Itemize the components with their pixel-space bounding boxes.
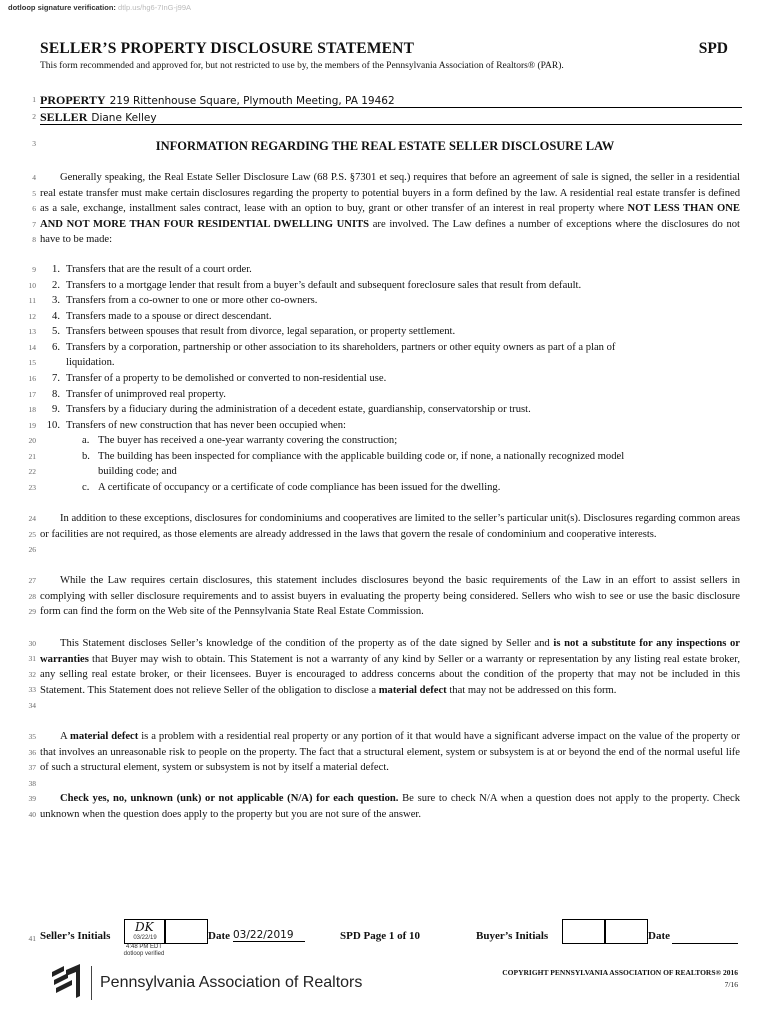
line-number: 27 <box>28 576 36 585</box>
line-number: 41 <box>28 934 36 943</box>
paragraph-knowledge <box>40 636 740 698</box>
sub-item-text: building code; and <box>98 466 177 477</box>
item-number: 7. <box>52 373 60 384</box>
item-text: Transfers by a fiduciary during the administration of a decedent estate, guardianship, conservatorship or trust. <box>66 404 531 415</box>
sub-item <box>82 449 624 465</box>
line-number: 19 <box>28 421 36 430</box>
item-number: 9. <box>52 404 60 415</box>
p4-text-e: that may not be addressed on this form. <box>446 684 617 696</box>
item-text: Transfers by a corporation, partnership or other association to its shareholders, partners or other equity owners as part of a plan of <box>66 342 616 353</box>
seller-initials-box-2[interactable] <box>164 919 208 944</box>
exception-item <box>38 387 226 403</box>
seller-label: SELLER <box>40 110 88 124</box>
paragraph-condominiums: In addition to these exceptions, disclosures for condominiums and cooperatives are limited to the seller’s particular unit(s). Disclosures regarding common areas or facilities are not required, as those elements are already addressed in the laws that govern the resale of condominium and cooperative interests. <box>40 513 740 540</box>
p5-text-a: A <box>60 731 71 742</box>
sub-item-letter: b. <box>82 451 90 462</box>
item-text: Transfers of new construction that has never been occupied when: <box>66 420 346 431</box>
line-number: 17 <box>28 390 36 399</box>
item-number: 2. <box>52 280 60 291</box>
line-number: 37 <box>28 763 36 772</box>
item-text: Transfers made to a spouse or direct descendant. <box>66 311 272 322</box>
line-number: 25 <box>28 530 36 539</box>
paragraph-material-defect <box>40 729 740 776</box>
signature-verification <box>8 3 191 12</box>
paragraph-additional-disclosures: While the Law requires certain disclosures, this statement includes disclosures beyond the basic requirements of the Law in an effort to assist sellers in complying with seller disclosure requirements and to assist buyers in evaluating the property being considered. Sellers who wish to see or use the basic disclosure form can find the form on the Web site of the Pennsylvania State Real Estate Commission. <box>40 575 740 618</box>
line-number: 4 <box>32 173 36 182</box>
p1-text-bold: NOT LESS THAN ONE AND NOT MORE THAN FOUR RESIDENTIAL DWELLING UNITS <box>40 203 740 230</box>
initials-time: 4:48 PM EDT <box>125 944 162 950</box>
sub-item-letter: a. <box>82 435 90 446</box>
exception-item <box>38 262 252 278</box>
p4-text-a: This Statement discloses Seller’s knowledge of the condition of the property as of the date signed by Seller and <box>60 638 554 649</box>
line-number: 7 <box>32 220 36 229</box>
initials-verified: dotloop verified <box>123 951 165 957</box>
line-number: 3 <box>32 139 36 148</box>
sub-item-text: The building has been inspected for compliance with the applicable building code or, if none, a nationally recognized model <box>98 451 625 462</box>
item-number: 1. <box>52 264 60 275</box>
initials-signature: DK <box>135 920 154 934</box>
verification-label: dotloop signature verification: <box>8 3 116 12</box>
line-number: 35 <box>28 732 36 741</box>
line-number: 14 <box>28 343 36 352</box>
form-title: SELLER’S PROPERTY DISCLOSURE STATEMENT <box>40 40 415 57</box>
item-text: Transfers from a co-owner to one or more other co-owners. <box>66 295 318 306</box>
property-label: PROPERTY <box>40 93 106 107</box>
line-number: 23 <box>28 483 36 492</box>
property-field[interactable] <box>40 91 742 108</box>
sub-item-text: A certificate of occupancy or a certificate of code compliance has been issued for the dwelling. <box>98 482 501 493</box>
form-version: 7/16 <box>724 980 738 989</box>
line-number: 1 <box>32 95 36 104</box>
exception-item <box>38 340 615 356</box>
seller-date-field[interactable]: 03/22/2019 <box>233 929 305 942</box>
item-text: Transfers that are the result of a court order. <box>66 264 252 275</box>
item-number: 3. <box>52 295 60 306</box>
p5-text-bold: material defect <box>70 731 139 742</box>
item-number: 4. <box>52 311 60 322</box>
line-number: 16 <box>28 374 36 383</box>
line-number: 20 <box>28 436 36 445</box>
buyer-date-field[interactable] <box>672 929 738 944</box>
date-label: Date <box>208 930 230 942</box>
exception-item <box>38 355 115 371</box>
item-text: Transfer of unimproved real property. <box>66 389 226 400</box>
buyer-initials-box-1[interactable] <box>562 919 606 944</box>
brand-name: Pennsylvania Association of Realtors <box>100 974 363 991</box>
line-number: 12 <box>28 312 36 321</box>
initials-date: 03/22/19 <box>133 935 157 941</box>
line-number: 31 <box>28 654 36 663</box>
line-number: 36 <box>28 748 36 757</box>
p4-text-bold: is not a substitute for any inspections or warranties <box>40 638 741 665</box>
sub-item-letter: c. <box>82 482 90 493</box>
sub-item <box>82 480 500 496</box>
exception-item <box>38 418 346 434</box>
p1-text-a: Generally speaking, the Real Estate Seller Disclosure Law (68 P.S. §7301 et seq.) requires that before an agreement of sale is signed, the seller in a residential real estate transfer must make certain disclosures regarding the property to potential buyers in a form defined by the law. A residential real estate transfer is defined as a sale, exchange, installment sales contract, lease with an option to buy, grant or other transfer of an interest in real property where <box>40 172 740 215</box>
line-number: 11 <box>28 296 36 305</box>
item-text: liquidation. <box>66 357 115 368</box>
seller-initials-box-1[interactable] <box>124 919 166 944</box>
line-number: 10 <box>28 281 36 290</box>
seller-initials-label: Seller’s Initials <box>40 930 111 942</box>
section-heading: INFORMATION REGARDING THE REAL ESTATE SELLER DISCLOSURE LAW <box>155 139 615 153</box>
line-number: 6 <box>32 204 36 213</box>
line-number: 5 <box>32 189 36 198</box>
line-number: 40 <box>28 810 36 819</box>
form-code: SPD <box>698 40 728 57</box>
item-number: 10. <box>46 420 60 431</box>
exception-item <box>38 402 531 418</box>
sub-item <box>82 464 177 480</box>
item-number: 8. <box>52 389 60 400</box>
buyer-date-label: Date <box>648 930 670 942</box>
item-text: Transfers between spouses that result from divorce, legal separation, or property settlement. <box>66 326 456 337</box>
line-number: 30 <box>28 639 36 648</box>
verification-code[interactable]: dtlp.us/hg6-7InG-j99A <box>118 3 191 12</box>
paragraph-instructions <box>40 791 740 822</box>
p4-text-c: that Buyer may wish to obtain. This Statement is not a warranty of any kind by Seller or a warranty or representation by any listing real estate broker, any selling real estate broker, or their licensees. Buyer is encouraged to address concerns about the condition of the property that may not be included in this Statement. This Statement does not relieve Seller of the obligation to disclose a <box>40 653 740 696</box>
page-number: SPD Page 1 of 10 <box>340 930 421 942</box>
line-number: 38 <box>28 779 36 788</box>
item-text: Transfer of a property to be demolished or converted to non-residential use. <box>66 373 387 384</box>
exception-item <box>38 278 581 294</box>
sub-item <box>82 433 397 449</box>
exception-item <box>38 293 317 309</box>
line-number: 9 <box>32 265 36 274</box>
exception-item <box>38 371 386 387</box>
p6-text-b: Be sure to check N/A when a question does not apply to the property. Check unknown when the question does apply to the property but you are not sure of the answer. <box>40 793 740 820</box>
line-number: 18 <box>28 405 36 414</box>
p4-text-bold-2: material defect <box>378 684 447 696</box>
buyer-initials-label: Buyer’s Initials <box>476 930 549 942</box>
property-value[interactable]: 219 Rittenhouse Square, Plymouth Meeting, PA 19462 <box>109 95 395 107</box>
seller-value[interactable]: Diane Kelley <box>91 112 157 124</box>
line-number: 29 <box>28 607 36 616</box>
copyright: COPYRIGHT PENNSYLVANIA ASSOCIATION OF REALTORS® 2016 <box>502 968 738 977</box>
line-number: 33 <box>28 685 36 694</box>
item-text: Transfers to a mortgage lender that result from a buyer’s default and subsequent foreclosure sales that result from default. <box>66 280 582 291</box>
p1-text-c: are involved. The Law defines a number of exceptions where the disclosures do not have to be made: <box>40 218 740 246</box>
item-number: 5. <box>52 326 60 337</box>
line-number: 15 <box>28 358 36 367</box>
buyer-initials-box-2[interactable] <box>604 919 648 944</box>
exception-item <box>38 324 455 340</box>
line-number: 13 <box>28 327 36 336</box>
line-number: 39 <box>28 794 36 803</box>
line-number: 2 <box>32 112 36 121</box>
par-logo-icon <box>50 962 86 1000</box>
line-number: 34 <box>28 701 36 710</box>
exception-item <box>38 309 272 325</box>
line-number: 28 <box>28 592 36 601</box>
p5-text-c: is a problem with a residential real property or any portion of it that would have a significant adverse impact on the value of the property or that involves an unreasonable risk to people on the property. The fact that a structural element, system or subsystem is at or beyond the end of the normal useful life of such a structural element, system or subsystem is not by itself a material defect. <box>40 731 740 774</box>
line-number: 24 <box>28 514 36 523</box>
line-number: 21 <box>28 452 36 461</box>
line-number: 22 <box>28 467 36 476</box>
line-number: 8 <box>32 235 36 244</box>
paragraph-intro <box>40 170 740 248</box>
item-number: 6. <box>52 342 60 353</box>
seller-field[interactable] <box>40 108 742 125</box>
form-subtitle: This form recommended and approved for, but not restricted to use by, the members of the Pennsylvania Association of Realtors® (PAR). <box>40 61 564 71</box>
sub-item-text: The buyer has received a one-year warranty covering the construction; <box>98 435 398 446</box>
line-number: 26 <box>28 545 36 554</box>
logo-divider <box>91 966 92 1000</box>
p6-text-bold: Check yes, no, unknown (unk) or not applicable (N/A) for each question. <box>60 793 399 804</box>
line-number: 32 <box>28 670 36 679</box>
